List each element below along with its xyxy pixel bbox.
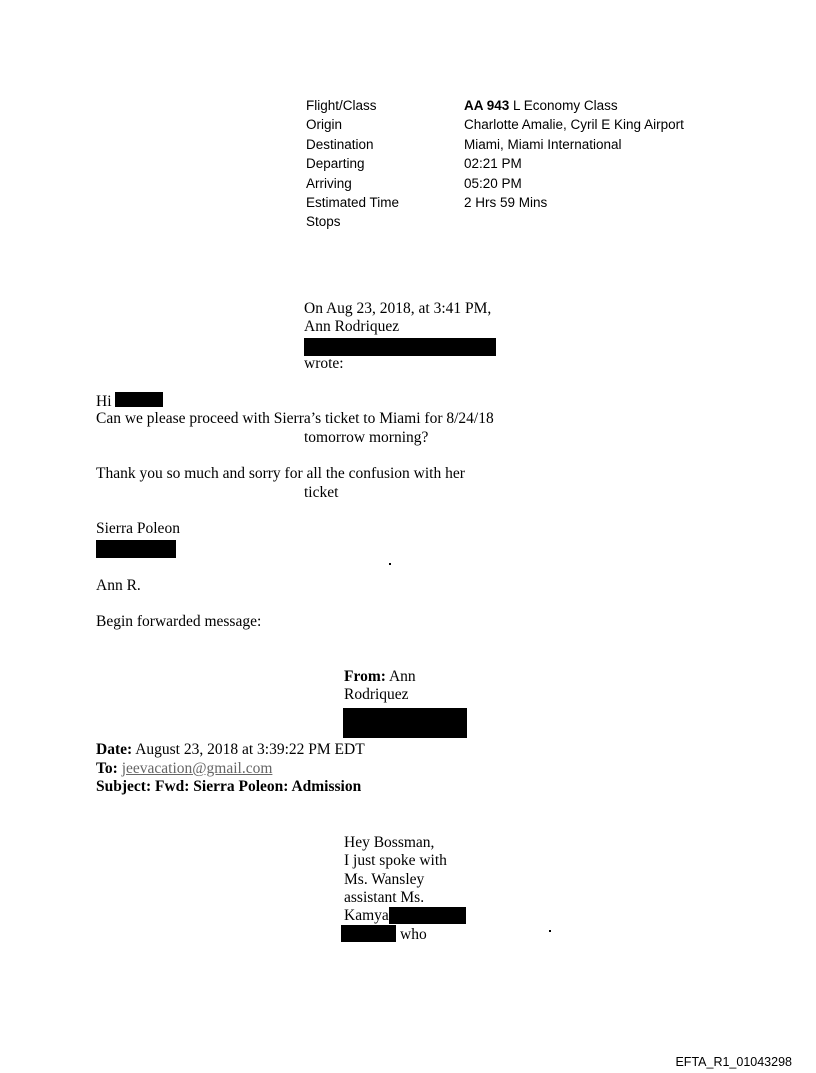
- forward-subject-line: [96, 778, 361, 797]
- quote-header-date: On Aug 23, 2018, at 3:41 PM,: [304, 300, 492, 317]
- date-label: Date:: [96, 741, 133, 758]
- body-line-5: Kamya: [344, 907, 389, 924]
- forwarded-message-label: Begin forwarded message:: [96, 613, 262, 630]
- redaction-box: [341, 925, 396, 942]
- body-line-1: Hey Bossman,: [344, 834, 435, 851]
- flight-row: [306, 135, 684, 154]
- departing-label: Departing: [306, 156, 365, 172]
- from-value: Ann: [388, 668, 416, 685]
- flight-class-text: L Economy Class: [509, 98, 618, 113]
- body-line-2: I just spoke with: [344, 852, 447, 869]
- redaction-box: [304, 338, 496, 356]
- arriving-value: 05:20 PM: [464, 175, 522, 191]
- date-value: August 23, 2018 at 3:39:22 PM EDT: [135, 741, 365, 758]
- to-email-link[interactable]: jeevacation@gmail.com: [121, 760, 273, 777]
- flight-row: [306, 154, 684, 173]
- quote-header-sender: Ann Rodriquez: [304, 318, 400, 335]
- stray-dot: [549, 930, 551, 932]
- body-line-6: who: [400, 926, 427, 943]
- redaction-box: [343, 708, 467, 738]
- flight-row: [306, 174, 684, 193]
- message-signoff: Ann R.: [96, 577, 141, 594]
- body-line-4: assistant Ms.: [344, 889, 425, 906]
- message-greeting: Hi: [96, 393, 112, 410]
- departing-value: 02:21 PM: [464, 156, 522, 172]
- message-line-2: Thank you so much and sorry for all the confusion with her: [96, 465, 465, 482]
- flight-details-table: [306, 96, 684, 232]
- arriving-label: Arriving: [306, 175, 352, 191]
- message-line-1: Can we please proceed with Sierra’s ticket to Miami for 8/24/18: [96, 410, 494, 427]
- to-label: To:: [96, 760, 118, 777]
- flight-class-value: [464, 96, 618, 115]
- stops-label: Stops: [306, 214, 341, 230]
- message-line-1-wrap: tomorrow morning?: [304, 429, 429, 446]
- redaction-box: [96, 540, 176, 558]
- document-id: EFTA_R1_01043298: [675, 1055, 792, 1069]
- destination-value: Miami, Miami International: [464, 136, 622, 152]
- from-label: From:: [344, 668, 386, 685]
- quote-header-wrote: wrote:: [304, 355, 344, 372]
- estimated-time-label: Estimated Time: [306, 194, 400, 210]
- destination-label: Destination: [306, 136, 374, 152]
- estimated-time-value: 2 Hrs 59 Mins: [464, 194, 548, 210]
- message-line-2-wrap: ticket: [304, 484, 339, 501]
- subject-value: Fwd: Sierra Poleon: Admission: [154, 778, 362, 795]
- body-line-3: Ms. Wansley: [344, 871, 425, 888]
- flight-code: AA 943: [464, 98, 510, 113]
- forward-to-line: [96, 760, 272, 779]
- flight-row: [306, 96, 684, 115]
- flight-row: [306, 115, 684, 134]
- forward-date-line: [96, 741, 365, 760]
- flight-row: [306, 212, 684, 231]
- redaction-box: [115, 392, 163, 407]
- origin-label: Origin: [306, 117, 343, 133]
- forward-from-line: [344, 668, 416, 687]
- from-value-wrap: Rodriquez: [344, 686, 409, 703]
- redaction-box: [389, 907, 466, 924]
- message-name: Sierra Poleon: [96, 520, 180, 537]
- flight-class-label: Flight/Class: [306, 98, 377, 113]
- subject-label: Subject:: [96, 778, 152, 795]
- origin-value: Charlotte Amalie, Cyril E King Airport: [464, 117, 684, 133]
- flight-row: [306, 193, 684, 212]
- stray-dot: [389, 563, 391, 565]
